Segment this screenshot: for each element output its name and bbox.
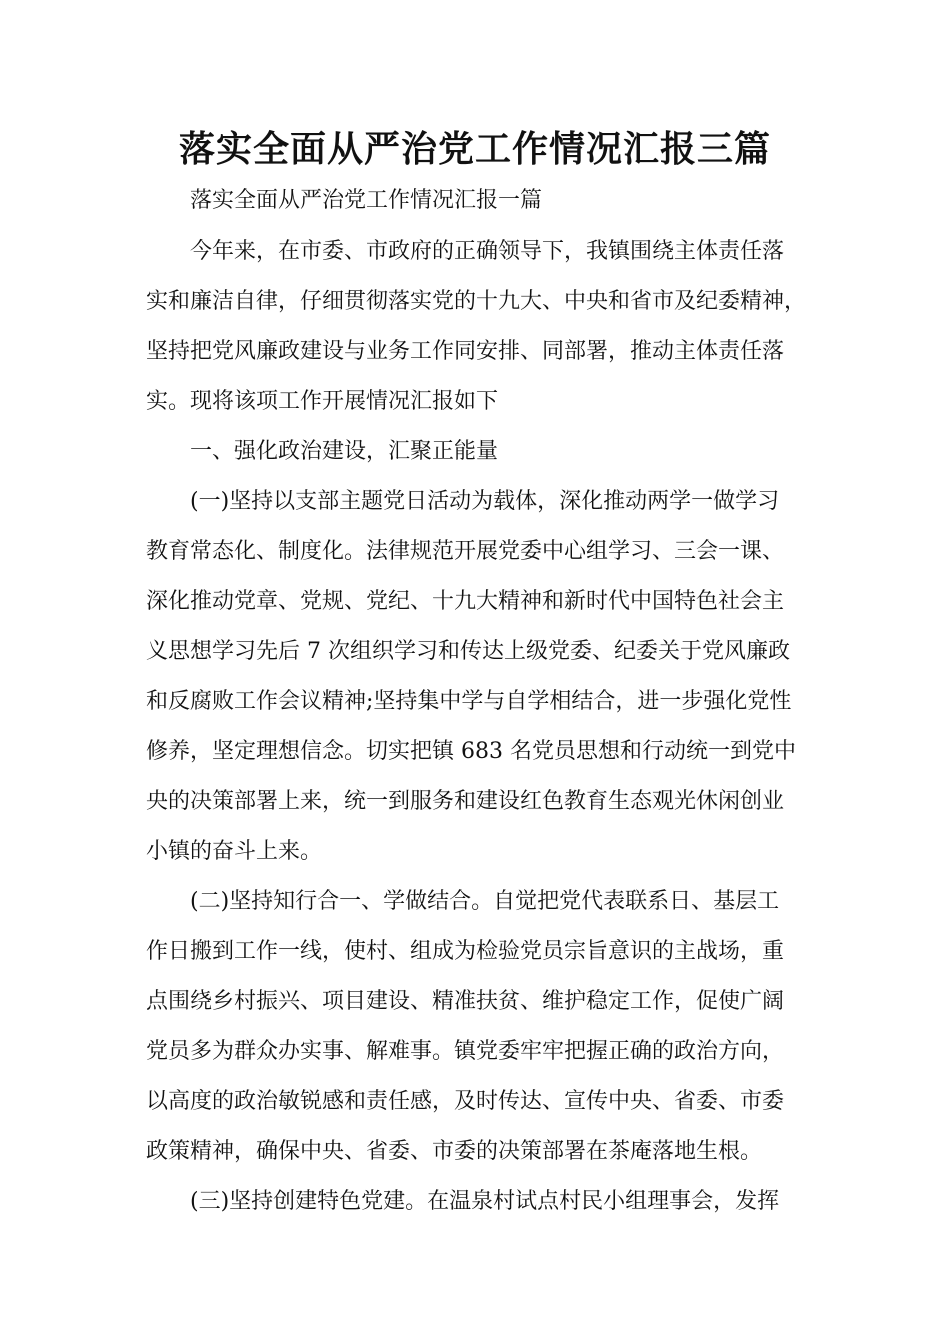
- subtitle-line: 落实全面从严治党工作情况汇报一篇: [190, 188, 543, 213]
- section-heading: 一、强化政治建设，汇聚正能量: [190, 439, 499, 464]
- paragraph-line: 作日搬到工作一线，使村、组成为检验党员宗旨意识的主战场，重: [146, 939, 785, 964]
- paragraph-line: (二)坚持知行合一、学做结合。自觉把党代表联系日、基层工: [190, 889, 780, 914]
- paragraph-line: 党员多为群众办实事、解难事。镇党委牢牢把握正确的政治方向，: [146, 1039, 785, 1064]
- paragraph-line: 央的决策部署上来，统一到服务和建设红色教育生态观光休闲创业: [146, 789, 785, 814]
- paragraph-line: 和反腐败工作会议精神;坚持集中学与自学相结合，进一步强化党性: [146, 689, 792, 714]
- paragraph-line: 点围绕乡村振兴、项目建设、精准扶贫、维护稳定工作，促使广阔: [146, 989, 785, 1014]
- document-title: 落实全面从严治党工作情况汇报三篇: [178, 128, 771, 170]
- paragraph-line: 深化推动党章、党规、党纪、十九大精神和新时代中国特色社会主: [146, 589, 785, 614]
- paragraph-line: 以高度的政治敏锐感和责任感，及时传达、宣传中央、省委、市委: [146, 1089, 785, 1114]
- paragraph-line: (三)坚持创建特色党建。在温泉村试点村民小组理事会，发挥: [190, 1189, 780, 1214]
- paragraph-line: 义思想学习先后 7 次组织学习和传达上级党委、纪委关于党风廉政: [146, 639, 790, 664]
- paragraph-line: 教育常态化、制度化。法律规范开展党委中心组学习、三会一课、: [146, 539, 785, 564]
- paragraph-line: 实和廉洁自律，仔细贯彻落实党的十九大、中央和省市及纪委精神，: [146, 289, 807, 314]
- paragraph-line: 实。现将该项工作开展情况汇报如下: [146, 389, 499, 414]
- paragraph-line: 政策精神，确保中央、省委、市委的决策部署在茶庵落地生根。: [146, 1139, 763, 1164]
- paragraph-line: 坚持把党风廉政建设与业务工作同安排、同部署，推动主体责任落: [146, 339, 785, 364]
- paragraph-line: 小镇的奋斗上来。: [146, 839, 323, 864]
- paragraph-line: (一)坚持以支部主题党日活动为载体，深化推动两学一做学习: [190, 489, 780, 514]
- paragraph-line: 修养，坚定理想信念。切实把镇 683 名党员思想和行动统一到党中: [146, 739, 796, 764]
- paragraph-line: 今年来，在市委、市政府的正确领导下，我镇围绕主体责任落: [190, 239, 785, 264]
